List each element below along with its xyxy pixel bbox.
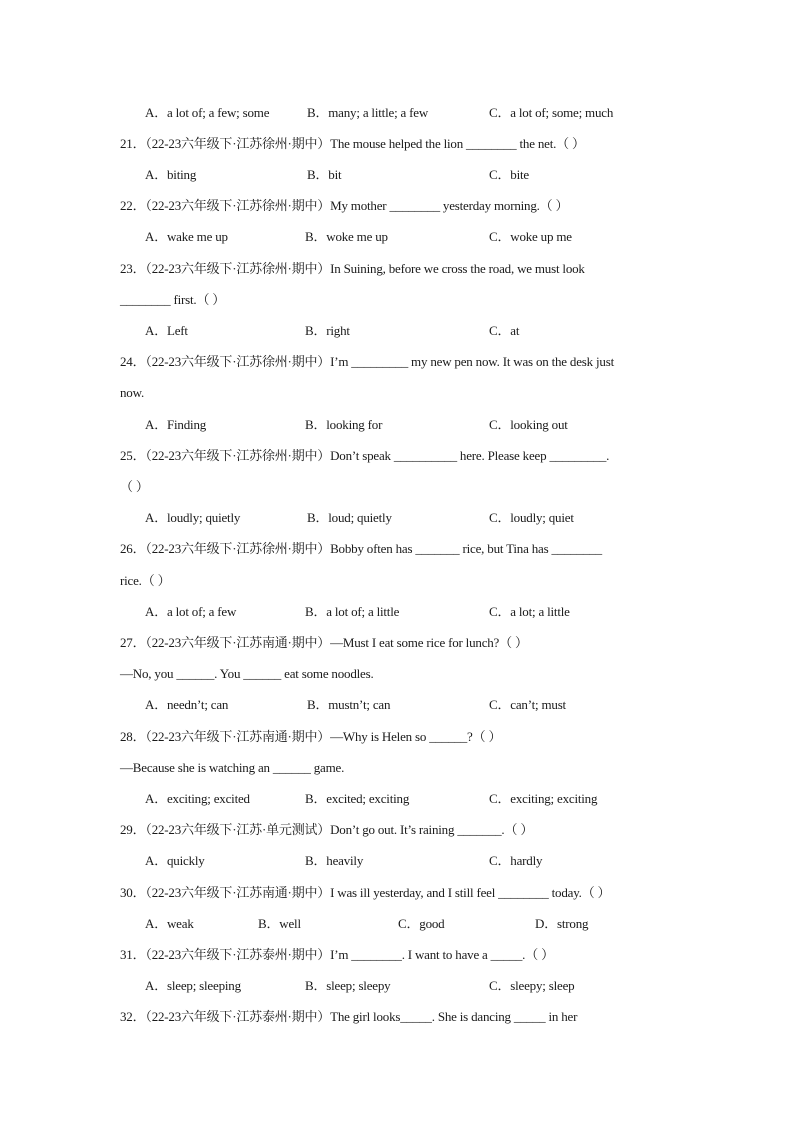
- q28-option-b: B．excited; exciting: [305, 791, 410, 806]
- q31-option-a: A．sleep; sleeping: [145, 978, 241, 993]
- q30-stem: 30．（22-23六年级下·江苏南通·期中）I was ill yesterday, and I still feel ________ today.（ ）: [120, 885, 611, 900]
- q23-option-c: C．at: [489, 323, 520, 338]
- q30-option-c: C．good: [398, 916, 445, 931]
- q21-option-b: B．bit: [307, 167, 342, 182]
- q26-option-b: B．a lot of; a little: [305, 604, 400, 619]
- q30-option-a: A．weak: [145, 916, 194, 931]
- q23-stem: 23．（22-23六年级下·江苏徐州·期中）In Suining, before we cross the road, we must look: [120, 261, 585, 276]
- q27-stem: 27．（22-23六年级下·江苏南通·期中）—Must I eat some rice for lunch?（ ）: [120, 635, 528, 650]
- q25-stem: 25．（22-23六年级下·江苏徐州·期中）Don’t speak __________ here. Please keep _________.: [120, 448, 610, 463]
- q24-stem-cont: now.: [120, 385, 144, 400]
- q29-option-c: C．hardly: [489, 853, 543, 868]
- q23-stem-cont: ________ first.（ ）: [120, 292, 226, 307]
- q24-option-a: A．Finding: [145, 417, 207, 432]
- q28-stem: 28．（22-23六年级下·江苏南通·期中）—Why is Helen so ______?（ ）: [120, 729, 502, 744]
- q20-option-a: A．a lot of; a few; some: [145, 105, 270, 120]
- q27-stem-cont: —No, you ______. You ______ eat some noodles.: [120, 666, 374, 681]
- q28-option-c: C．exciting; exciting: [489, 791, 598, 806]
- q26-option-a: A．a lot of; a few: [145, 604, 237, 619]
- q31-stem: 31．（22-23六年级下·江苏泰州·期中）I’m ________. I want to have a _____.（ ）: [120, 947, 554, 962]
- q27-option-a: A．needn’t; can: [145, 697, 229, 712]
- q23-option-b: B．right: [305, 323, 350, 338]
- q21-option-a: A．biting: [145, 167, 197, 182]
- q27-option-c: C．can’t; must: [489, 697, 566, 712]
- q27-option-b: B．mustn’t; can: [307, 697, 391, 712]
- q24-option-c: C．looking out: [489, 417, 568, 432]
- q26-stem: 26．（22-23六年级下·江苏徐州·期中）Bobby often has _______ rice, but Tina has ________: [120, 541, 602, 556]
- q22-stem: 22．（22-23六年级下·江苏徐州·期中）My mother ________ yesterday morning.（ ）: [120, 198, 569, 213]
- q24-option-b: B．looking for: [305, 417, 383, 432]
- q26-option-c: C．a lot; a little: [489, 604, 570, 619]
- q25-option-b: B．loud; quietly: [307, 510, 392, 525]
- q32-stem: 32．（22-23六年级下·江苏泰州·期中）The girl looks_____. She is dancing _____ in her: [120, 1009, 578, 1024]
- q29-option-a: A．quickly: [145, 853, 205, 868]
- q29-option-b: B．heavily: [305, 853, 364, 868]
- q23-option-a: A．Left: [145, 323, 188, 338]
- q20-option-b: B．many; a little; a few: [307, 105, 429, 120]
- q29-stem: 29．（22-23六年级下·江苏·单元测试）Don’t go out. It’s raining _______.（ ）: [120, 822, 534, 837]
- q31-option-c: C．sleepy; sleep: [489, 978, 575, 993]
- q25-option-c: C．loudly; quiet: [489, 510, 574, 525]
- q25-stem-cont: （ ）: [120, 479, 149, 494]
- q20-option-c: C．a lot of; some; much: [489, 105, 614, 120]
- q22-option-a: A．wake me up: [145, 229, 228, 244]
- q28-stem-cont: —Because she is watching an ______ game.: [120, 760, 345, 775]
- q30-option-b: B．well: [258, 916, 301, 931]
- q21-stem: 21．（22-23六年级下·江苏徐州·期中）The mouse helped the lion ________ the net.（ ）: [120, 136, 585, 151]
- q28-option-a: A．exciting; excited: [145, 791, 250, 806]
- q31-option-b: B．sleep; sleepy: [305, 978, 391, 993]
- q25-option-a: A．loudly; quietly: [145, 510, 241, 525]
- q22-option-b: B．woke me up: [305, 229, 388, 244]
- q30-option-d: D．strong: [535, 916, 589, 931]
- q22-option-c: C．woke up me: [489, 229, 572, 244]
- q24-stem: 24．（22-23六年级下·江苏徐州·期中）I’m _________ my new pen now. It was on the desk just: [120, 354, 614, 369]
- q21-option-c: C．bite: [489, 167, 529, 182]
- q26-stem-cont: rice.（ ）: [120, 573, 171, 588]
